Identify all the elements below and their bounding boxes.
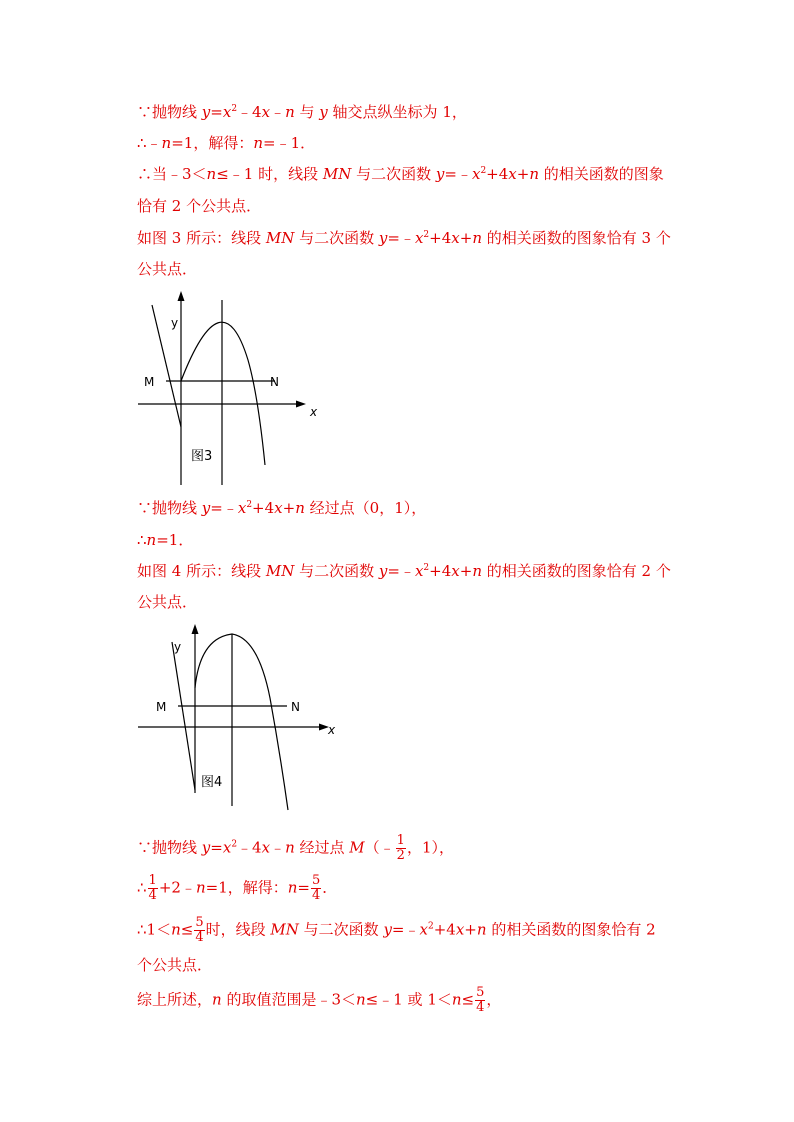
- point-n-label: N: [270, 375, 279, 389]
- var: n: [146, 531, 157, 549]
- text: 轴交点纵坐标为 1，: [327, 103, 467, 121]
- var: x: [274, 499, 283, 517]
- text: 的相关函数的图象恰有 3 个: [482, 229, 671, 247]
- text: ∴: [137, 878, 147, 897]
- denominator: 4: [148, 888, 157, 903]
- solution-line-7: [137, 498, 426, 518]
- text: 的相关函数的图象: [539, 165, 664, 183]
- var: x: [455, 920, 465, 939]
- var: n: [212, 990, 222, 1009]
- var: n: [253, 134, 264, 152]
- text: 如图 4 所示：线段: [137, 562, 266, 580]
- text: 与二次函数: [298, 920, 384, 939]
- var: n: [472, 562, 482, 580]
- numerator: 1: [148, 873, 157, 888]
- text: 的相关函数的图象恰有 2 个: [482, 562, 671, 580]
- numerator: 5: [312, 873, 321, 888]
- var: y: [201, 838, 211, 857]
- solution-line-12: [137, 874, 337, 903]
- text: =﹣: [444, 165, 472, 183]
- text: 经过点: [294, 838, 350, 857]
- point-m-label: M: [156, 700, 167, 714]
- text: =: [210, 103, 223, 121]
- text: 经过点（0，1），: [304, 499, 427, 517]
- exponent: 2: [423, 230, 430, 240]
- var: n: [195, 878, 206, 897]
- var: MN: [265, 229, 295, 247]
- x-axis-label: x: [328, 723, 336, 737]
- text: （﹣: [364, 838, 395, 857]
- x-axis-arrow-icon: [296, 401, 306, 408]
- var: y: [383, 920, 392, 939]
- numerator: 5: [195, 915, 204, 930]
- text: =: [297, 878, 310, 897]
- text: ．: [322, 878, 338, 897]
- text: ∵抛物线: [137, 103, 202, 121]
- text: =﹣: [391, 920, 420, 939]
- var: n: [161, 134, 172, 152]
- text: 与二次函数: [294, 229, 379, 247]
- var: y: [319, 103, 328, 121]
- text: +: [464, 920, 477, 939]
- fraction: [194, 916, 204, 945]
- denominator: 4: [476, 1000, 485, 1015]
- text: ≤﹣1 时，线段: [216, 165, 323, 183]
- exponent: 2: [246, 500, 253, 510]
- y-axis-arrow-icon: [192, 624, 199, 634]
- var: M: [349, 838, 365, 857]
- fraction: [475, 986, 485, 1015]
- text: =1，解得：: [171, 134, 254, 152]
- var: x: [261, 838, 271, 857]
- text: 综上所述，: [137, 990, 213, 1009]
- x-axis-label: x: [310, 405, 318, 419]
- text: 如图 3 所示：线段: [137, 229, 266, 247]
- numerator: 1: [396, 833, 405, 848]
- text: =1．: [156, 531, 194, 549]
- var: x: [508, 165, 517, 183]
- var: x: [237, 499, 247, 517]
- figure-caption: 图4: [201, 775, 223, 790]
- text: ，1），: [406, 838, 454, 857]
- exponent: 2: [480, 166, 487, 176]
- parabola-right-branch: [181, 322, 265, 465]
- text: =﹣: [387, 229, 415, 247]
- solution-line-3: [137, 164, 664, 184]
- fraction: [396, 834, 406, 863]
- text: ∴1＜: [137, 920, 172, 939]
- var: y: [201, 103, 211, 121]
- var: x: [414, 229, 424, 247]
- text: 时，线段: [205, 920, 271, 939]
- text: ∵抛物线: [137, 499, 202, 517]
- text: ∴当﹣3＜: [137, 165, 207, 183]
- text: 与二次函数: [351, 165, 436, 183]
- var: x: [471, 165, 481, 183]
- var: MN: [265, 562, 295, 580]
- text: ≤﹣1 或 1＜: [365, 990, 452, 1009]
- solution-line-10: 公共点．: [137, 593, 198, 611]
- solution-line-1: [137, 102, 467, 122]
- text: ﹣4: [237, 103, 262, 121]
- figure-3: [130, 285, 330, 490]
- solution-line-4: 恰有 2 个公共点．: [137, 197, 262, 215]
- text: ，: [486, 990, 502, 1009]
- text: 的相关函数的图象恰有 2: [486, 920, 656, 939]
- text: ﹣: [270, 103, 286, 121]
- var: x: [451, 229, 460, 247]
- text: +4: [429, 229, 452, 247]
- var: x: [261, 103, 271, 121]
- var: x: [419, 920, 428, 939]
- var: n: [285, 838, 295, 857]
- var: n: [287, 878, 298, 897]
- solution-line-8: [137, 530, 193, 550]
- exponent: 2: [231, 104, 238, 114]
- text: +2﹣: [158, 878, 196, 897]
- text: ∵抛物线: [137, 838, 202, 857]
- y-axis-label: y: [174, 640, 182, 654]
- var: n: [171, 920, 181, 939]
- var: n: [472, 229, 482, 247]
- solution-line-14: 个公共点．: [137, 956, 213, 974]
- var: n: [356, 990, 366, 1009]
- text: =: [210, 838, 223, 857]
- text: ∴﹣: [137, 134, 162, 152]
- figure-4-graph: [130, 618, 350, 813]
- var: n: [206, 165, 217, 183]
- text: +: [516, 165, 530, 183]
- text: +: [459, 229, 473, 247]
- text: ≤: [461, 990, 475, 1009]
- var: y: [378, 562, 388, 580]
- solution-line-13: [137, 916, 656, 945]
- var: x: [414, 562, 424, 580]
- denominator: 4: [312, 888, 321, 903]
- solution-line-9: [137, 561, 671, 581]
- exponent: 2: [427, 921, 434, 932]
- solution-line-6: 公共点．: [137, 260, 198, 278]
- text: +4: [486, 165, 509, 183]
- text: +: [459, 562, 473, 580]
- text: 的取值范围是﹣3＜: [221, 990, 356, 1009]
- var: y: [201, 499, 211, 517]
- solution-line-5: [137, 228, 671, 248]
- solution-line-15: [137, 986, 501, 1015]
- text: 与二次函数: [294, 562, 379, 580]
- var: n: [476, 920, 487, 939]
- y-axis-label: y: [171, 316, 179, 330]
- var: y: [378, 229, 388, 247]
- solution-line-2: [137, 133, 315, 153]
- text: ∴: [137, 531, 147, 549]
- var: x: [451, 562, 460, 580]
- text: =﹣: [210, 499, 238, 517]
- denominator: 2: [396, 848, 405, 863]
- text: =﹣1．: [263, 134, 316, 152]
- text: ≤: [180, 920, 194, 939]
- figure-3-graph: [130, 285, 330, 490]
- text: =﹣: [387, 562, 415, 580]
- text: +: [282, 499, 296, 517]
- var: n: [529, 165, 540, 183]
- text: ﹣: [270, 838, 286, 857]
- var: y: [435, 165, 445, 183]
- fraction: [148, 874, 158, 903]
- figure-4: [130, 618, 350, 813]
- point-n-label: N: [291, 700, 300, 714]
- denominator: 4: [195, 930, 204, 945]
- exponent: 2: [423, 563, 430, 573]
- var: n: [285, 103, 295, 121]
- parabola-left-branch: [172, 642, 195, 790]
- text: +4: [252, 499, 275, 517]
- figure-caption: 图3: [191, 449, 213, 464]
- exponent: 2: [231, 839, 238, 850]
- var: n: [451, 990, 462, 1009]
- text: ﹣4: [237, 838, 262, 857]
- text: 与: [294, 103, 320, 121]
- numerator: 5: [476, 985, 485, 1000]
- var: n: [295, 499, 305, 517]
- var: MN: [270, 920, 299, 939]
- y-axis-arrow-icon: [178, 291, 185, 301]
- solution-line-11: [137, 834, 454, 863]
- point-m-label: M: [144, 375, 155, 389]
- text: =1，解得：: [205, 878, 288, 897]
- var: x: [222, 103, 232, 121]
- var: MN: [322, 165, 352, 183]
- var: x: [222, 838, 232, 857]
- text: +4: [433, 920, 456, 939]
- fraction: [311, 874, 321, 903]
- text: +4: [429, 562, 452, 580]
